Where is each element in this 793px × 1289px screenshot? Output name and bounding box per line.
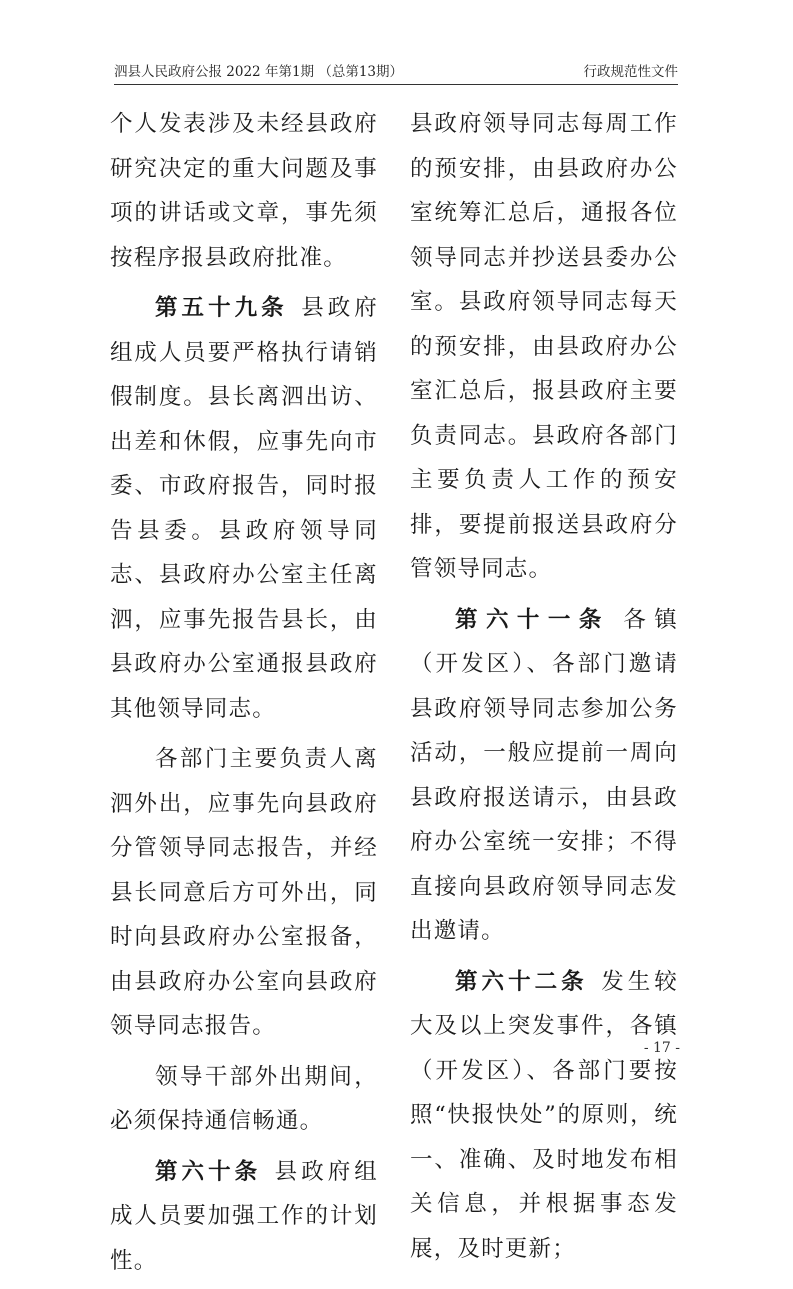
article-59-title: 第五十九条 bbox=[155, 295, 288, 321]
article-61 bbox=[410, 598, 678, 954]
article-61-text: 各镇（开发区）、各部门邀请县政府领导同志参加公务活动，一般应提前一周向县政府报送请示，由县政府办公室统一安排；不得直接向县政府领导同志发出邀请。 bbox=[410, 606, 678, 944]
paragraph-continuation: 县政府领导同志每周工作的预安排，由县政府办公室统筹汇总后，通报各位领导同志并抄送县委办公室。县政府领导同志每天的预安排，由县政府办公室汇总后，报县政府主要负责同志。县政府各部门主要负责人工作的预安排，要提前报送县政府分管领导同志。 bbox=[410, 111, 678, 582]
article-60-title: 第六十条 bbox=[155, 1158, 262, 1185]
article-59-text: 县政府组成人员要严格执行请销假制度。县长离泗出访、出差和休假，应事先向市委、市政府报告，同时报告县委。县政府领导同志、县政府办公室主任离泗，应事先报告县长，由县政府办公室通报县政府其他领导同志。 bbox=[110, 295, 378, 722]
paragraph-continuation: 个人发表涉及未经县政府研究决定的重大问题及事项的讲话或文章，事先须按程序报县政府批准。 bbox=[110, 111, 378, 271]
article-62 bbox=[410, 960, 678, 1272]
paragraph: 各部门主要负责人离泗外出，应事先向县政府分管领导同志报告，并经县长同意后方可外出，同时向县政府办公室报备，由县政府办公室向县政府领导同志报告。 bbox=[110, 746, 378, 1039]
publication-title: 泗县人民政府公报 2022 年第1期 （总第13期） bbox=[114, 64, 403, 80]
article-60-text: 县政府组成人员要加强工作的计划性。 bbox=[110, 1158, 378, 1274]
left-text-column bbox=[110, 102, 378, 1289]
paragraph: 领导干部外出期间，必须保持通信畅通。 bbox=[110, 1063, 378, 1134]
section-label: 行政规范性文件 bbox=[583, 64, 678, 80]
page-number: - 17 - bbox=[643, 1040, 680, 1056]
running-header bbox=[114, 52, 678, 82]
right-text-column bbox=[410, 102, 678, 1277]
header-divider bbox=[114, 84, 678, 85]
article-60 bbox=[110, 1150, 378, 1284]
article-62-title: 第六十二条 bbox=[455, 968, 588, 995]
article-62-text: 发生较大及以上突发事件，各镇（开发区）、各部门要按照“快报快处”的原则，统一、准确、及时地发布相关信息，并根据事态发展，及时更新； bbox=[410, 968, 678, 1262]
article-61-title: 第六十一条 bbox=[455, 606, 610, 633]
article-59 bbox=[110, 286, 378, 731]
